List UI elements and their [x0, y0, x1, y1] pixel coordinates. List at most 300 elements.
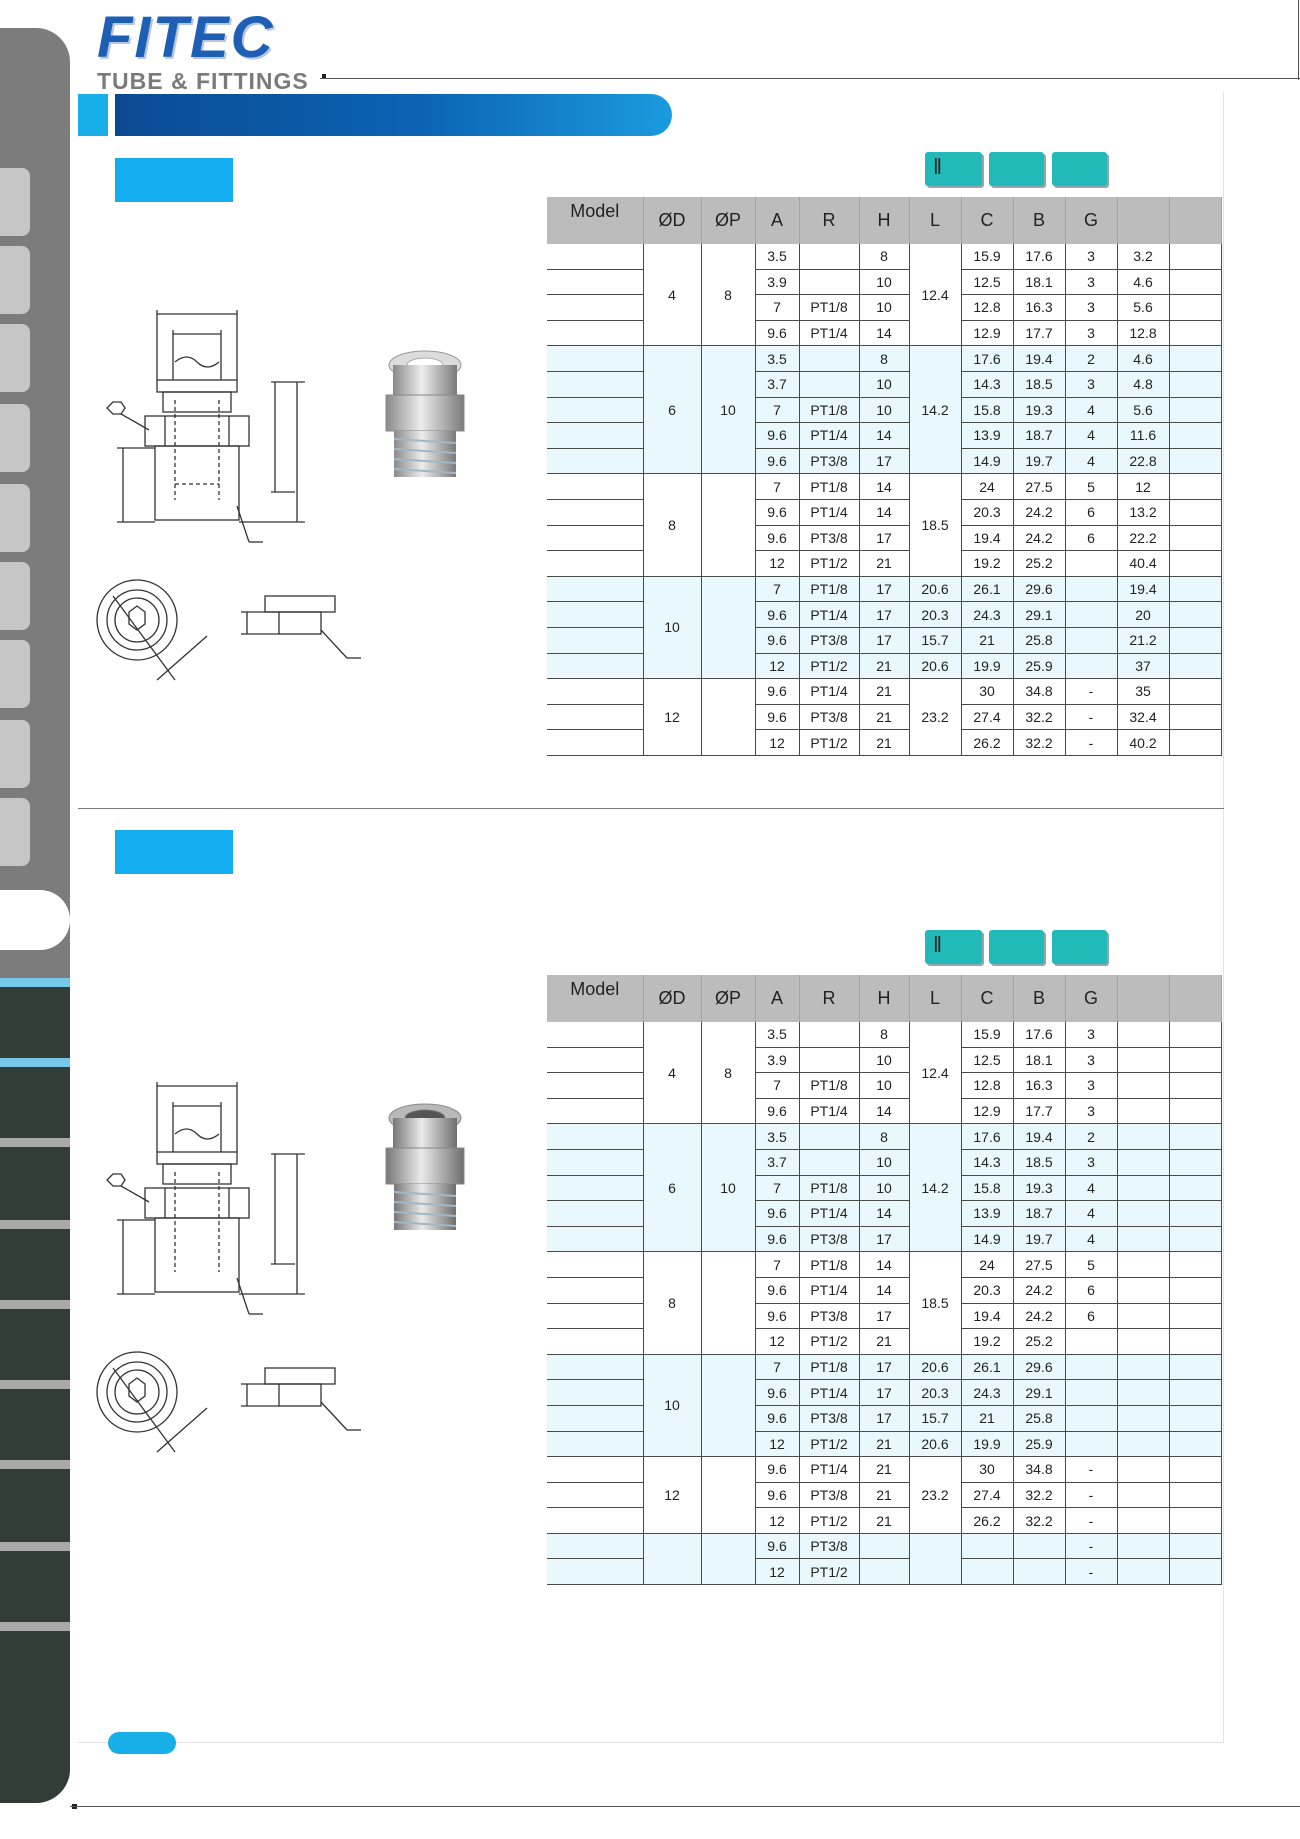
table-cell — [1117, 1508, 1169, 1534]
table-cell: 9.6 — [755, 1380, 799, 1406]
section-1-label — [115, 158, 233, 202]
table-cell: 19.4 — [961, 525, 1013, 551]
table-cell: 21 — [961, 1405, 1013, 1431]
table-cell: 3 — [1065, 371, 1117, 397]
table-cell: 17.6 — [1013, 244, 1065, 269]
table-cell: 14 — [859, 1277, 909, 1303]
table-cell: PT1/4 — [799, 423, 859, 449]
table-cell: 24.2 — [1013, 1303, 1065, 1329]
sidebar-tab-5[interactable] — [0, 484, 30, 552]
empty-cell — [1169, 1226, 1221, 1252]
table-cell: 3.7 — [755, 1149, 799, 1175]
table-cell: 9.6 — [755, 1457, 799, 1483]
table-cell: 22.8 — [1117, 448, 1169, 474]
badge-mark: ‖ — [933, 932, 943, 957]
table-cell: - — [1065, 1533, 1117, 1559]
table-cell: 10 — [859, 397, 909, 423]
table-cell: 14.3 — [961, 371, 1013, 397]
model-cell — [547, 397, 643, 423]
diameter-d-cell: 6 — [643, 1124, 701, 1252]
table-cell: 19.3 — [1013, 397, 1065, 423]
table-cell: 21 — [859, 679, 909, 705]
diameter-p-cell: 10 — [701, 346, 755, 474]
column-header: ØD — [643, 197, 701, 244]
table-cell: 14.9 — [961, 1226, 1013, 1252]
table-cell: - — [1065, 704, 1117, 730]
table-cell: PT1/8 — [799, 295, 859, 321]
table-cell: 9.6 — [755, 1098, 799, 1124]
model-cell — [547, 423, 643, 449]
table-cell: 18.1 — [1013, 269, 1065, 295]
table-cell: 13.2 — [1117, 499, 1169, 525]
table-cell: PT1/2 — [799, 1431, 859, 1457]
table-cell: 27.4 — [961, 704, 1013, 730]
table-cell: 7 — [755, 1175, 799, 1201]
table-cell — [799, 346, 859, 372]
empty-cell — [1169, 1073, 1221, 1099]
model-cell — [547, 551, 643, 577]
empty-cell — [1169, 1277, 1221, 1303]
sidebar-tab-1[interactable] — [0, 168, 30, 236]
column-header: ØP — [701, 975, 755, 1022]
table-cell — [1117, 1533, 1169, 1559]
table-cell: PT3/8 — [799, 1405, 859, 1431]
table-cell: PT1/2 — [799, 730, 859, 756]
section-2-label — [115, 830, 233, 874]
fitting-drawing-2 — [95, 1072, 375, 1472]
empty-cell — [1169, 730, 1221, 756]
table-cell — [1117, 1431, 1169, 1457]
brand-logo — [97, 5, 309, 95]
table-cell: 8 — [859, 346, 909, 372]
sidebar-stripe — [0, 1138, 70, 1147]
table-cell: 9.6 — [755, 1226, 799, 1252]
table-cell: 16.3 — [1013, 1073, 1065, 1099]
table-cell: 14 — [859, 499, 909, 525]
table-cell: 12.5 — [961, 269, 1013, 295]
table-cell: 25.8 — [1013, 627, 1065, 653]
table-cell: PT1/2 — [799, 1508, 859, 1534]
frame-line — [1298, 0, 1299, 80]
table-cell: - — [1065, 730, 1117, 756]
table-cell: PT1/8 — [799, 1073, 859, 1099]
table-cell: 9.6 — [755, 679, 799, 705]
l-cell: 18.5 — [909, 1252, 961, 1354]
sidebar-stripe — [0, 978, 70, 987]
table-cell — [1117, 1303, 1169, 1329]
table-cell: 6 — [1065, 525, 1117, 551]
table-row — [547, 244, 1221, 269]
table-cell: 10 — [859, 371, 909, 397]
table-cell: 17 — [859, 448, 909, 474]
table-cell: 26.1 — [961, 1354, 1013, 1380]
table-cell: 7 — [755, 295, 799, 321]
table-cell: 4 — [1065, 423, 1117, 449]
table-cell: 9.6 — [755, 499, 799, 525]
model-cell — [547, 320, 643, 346]
empty-cell — [1169, 679, 1221, 705]
model-cell — [547, 1124, 643, 1150]
table-cell — [1065, 1354, 1117, 1380]
l-cell — [909, 1533, 961, 1584]
table-row — [547, 1354, 1221, 1380]
empty-cell — [1169, 1380, 1221, 1406]
table-cell: 29.6 — [1013, 1354, 1065, 1380]
table-cell: 3.9 — [755, 1047, 799, 1073]
table-cell: 17 — [859, 1354, 909, 1380]
table-cell — [1117, 1277, 1169, 1303]
l-cell: 20.3 — [909, 602, 961, 628]
table-row — [547, 1252, 1221, 1278]
table-cell: 24.2 — [1013, 525, 1065, 551]
sidebar-tab-7[interactable] — [0, 640, 30, 708]
table-cell: 17.7 — [1013, 1098, 1065, 1124]
diameter-d-cell — [643, 1533, 701, 1584]
table-cell: 7 — [755, 474, 799, 500]
table-cell — [961, 1559, 1013, 1585]
diameter-p-cell: 10 — [701, 1124, 755, 1252]
table-cell: 3.2 — [1117, 244, 1169, 269]
table-cell: 3.5 — [755, 244, 799, 269]
empty-cell — [1169, 244, 1221, 269]
model-cell — [547, 704, 643, 730]
empty-cell — [1169, 704, 1221, 730]
table-cell: 16.3 — [1013, 295, 1065, 321]
table-cell: 29.1 — [1013, 602, 1065, 628]
table-cell: PT3/8 — [799, 448, 859, 474]
table-cell — [1117, 1252, 1169, 1278]
column-header: L — [909, 975, 961, 1022]
table-cell — [1065, 653, 1117, 679]
table-cell: 4 — [1065, 448, 1117, 474]
empty-cell — [1169, 653, 1221, 679]
table-cell: 8 — [859, 244, 909, 269]
model-cell — [547, 1149, 643, 1175]
sidebar-tab-active[interactable] — [0, 890, 70, 950]
badge-1a — [925, 152, 982, 186]
table-cell: 21 — [859, 1431, 909, 1457]
table-cell: 11.6 — [1117, 423, 1169, 449]
table-cell: PT1/4 — [799, 1201, 859, 1227]
table-cell — [961, 1533, 1013, 1559]
table-cell: 3 — [1065, 295, 1117, 321]
table-cell: 26.2 — [961, 730, 1013, 756]
table-cell: 19.3 — [1013, 1175, 1065, 1201]
empty-cell — [1169, 1022, 1221, 1047]
table-cell: 10 — [859, 1175, 909, 1201]
table-cell — [1117, 1380, 1169, 1406]
empty-cell — [1169, 525, 1221, 551]
sidebar-tab-3[interactable] — [0, 324, 30, 392]
l-cell: 20.6 — [909, 576, 961, 602]
model-cell — [547, 653, 643, 679]
table-cell: 14 — [859, 1252, 909, 1278]
table-cell: - — [1065, 1508, 1117, 1534]
sidebar-tab-6[interactable] — [0, 562, 30, 630]
table-cell: 21 — [859, 1329, 909, 1355]
table-cell: 14 — [859, 423, 909, 449]
table-cell: 19.4 — [1117, 576, 1169, 602]
table-cell: 12 — [755, 653, 799, 679]
column-header: A — [755, 197, 799, 244]
table-cell: 10 — [859, 1149, 909, 1175]
table-cell: PT1/4 — [799, 320, 859, 346]
table-cell — [1065, 1431, 1117, 1457]
table-cell: PT1/2 — [799, 1559, 859, 1585]
table-cell — [1117, 1354, 1169, 1380]
empty-cell — [1169, 551, 1221, 577]
empty-cell — [1169, 295, 1221, 321]
column-header-model: Model — [547, 975, 643, 1022]
table-cell: - — [1065, 1559, 1117, 1585]
l-cell: 12.4 — [909, 244, 961, 346]
table-cell — [1117, 1175, 1169, 1201]
table-cell — [799, 269, 859, 295]
table-cell: 21 — [859, 730, 909, 756]
diameter-d-cell: 8 — [643, 474, 701, 576]
model-cell — [547, 269, 643, 295]
table-cell: 14.3 — [961, 1149, 1013, 1175]
diameter-d-cell: 10 — [643, 576, 701, 678]
table-cell: 34.8 — [1013, 679, 1065, 705]
column-header: G — [1065, 197, 1117, 244]
model-cell — [547, 1508, 643, 1534]
table-cell — [799, 1149, 859, 1175]
diameter-p-cell — [701, 1354, 755, 1456]
l-cell: 18.5 — [909, 474, 961, 576]
table-cell: PT3/8 — [799, 1226, 859, 1252]
diameter-p-cell — [701, 474, 755, 576]
table-cell: 3 — [1065, 1047, 1117, 1073]
table-cell: 26.1 — [961, 576, 1013, 602]
table-cell: - — [1065, 679, 1117, 705]
table-cell: 19.4 — [961, 1303, 1013, 1329]
table-cell: 21 — [859, 704, 909, 730]
sidebar-stripe — [0, 1380, 70, 1389]
table-cell: 3.9 — [755, 269, 799, 295]
table-cell: 19.2 — [961, 551, 1013, 577]
header-rule — [320, 78, 1300, 79]
table-cell: 20.3 — [961, 499, 1013, 525]
table-cell — [1065, 602, 1117, 628]
column-header: ØD — [643, 975, 701, 1022]
fitting-photo-2 — [380, 1098, 490, 1248]
sidebar-tab-2[interactable] — [0, 246, 30, 314]
model-cell — [547, 1022, 643, 1047]
l-cell: 23.2 — [909, 679, 961, 756]
table-cell: 29.1 — [1013, 1380, 1065, 1406]
footer-rule — [70, 1806, 1300, 1807]
table-cell: - — [1065, 1482, 1117, 1508]
table-cell — [1117, 1047, 1169, 1073]
diameter-p-cell — [701, 679, 755, 756]
empty-cell — [1169, 1175, 1221, 1201]
sidebar-stripe — [0, 1058, 70, 1067]
table-cell: 21 — [859, 1482, 909, 1508]
table-cell: 4.6 — [1117, 269, 1169, 295]
table-cell: 12.5 — [961, 1047, 1013, 1073]
table-cell: 12 — [755, 1329, 799, 1355]
table-cell: 3.5 — [755, 1124, 799, 1150]
table-cell: 3.5 — [755, 1022, 799, 1047]
sidebar-tab-8[interactable] — [0, 720, 30, 788]
column-header: ØP — [701, 197, 755, 244]
table-cell: 9.6 — [755, 1482, 799, 1508]
table-cell: 17.6 — [961, 346, 1013, 372]
table-header-row — [547, 197, 1221, 244]
l-cell: 23.2 — [909, 1457, 961, 1534]
column-header: C — [961, 197, 1013, 244]
empty-cell — [1169, 602, 1221, 628]
table-cell: 9.6 — [755, 320, 799, 346]
table-cell: 14 — [859, 1098, 909, 1124]
empty-cell — [1169, 1329, 1221, 1355]
table-cell: 14.9 — [961, 448, 1013, 474]
model-cell — [547, 525, 643, 551]
table-cell — [1117, 1329, 1169, 1355]
table-cell: PT1/2 — [799, 1329, 859, 1355]
table-cell — [799, 371, 859, 397]
table-cell: 7 — [755, 397, 799, 423]
table-cell: 15.8 — [961, 1175, 1013, 1201]
table-cell: 9.6 — [755, 448, 799, 474]
table-cell: 26.2 — [961, 1508, 1013, 1534]
badge-2b — [989, 930, 1044, 964]
table-cell: 32.2 — [1013, 1508, 1065, 1534]
sidebar-stripe — [0, 1460, 70, 1469]
table-cell — [859, 1559, 909, 1585]
table-cell: 25.9 — [1013, 1431, 1065, 1457]
model-cell — [547, 1457, 643, 1483]
diameter-p-cell — [701, 576, 755, 678]
table-cell: 9.6 — [755, 1303, 799, 1329]
table-cell: 21 — [859, 653, 909, 679]
table-cell: 25.2 — [1013, 551, 1065, 577]
section-divider — [78, 808, 1224, 809]
l-cell: 20.6 — [909, 653, 961, 679]
table-cell: PT1/4 — [799, 499, 859, 525]
empty-cell — [1169, 1482, 1221, 1508]
table-cell: 19.7 — [1013, 448, 1065, 474]
column-header: L — [909, 197, 961, 244]
table-cell: PT1/8 — [799, 1252, 859, 1278]
empty-cell — [1169, 1508, 1221, 1534]
table-header-row — [547, 975, 1221, 1022]
table-cell: 27.4 — [961, 1482, 1013, 1508]
model-cell — [547, 244, 643, 269]
table-cell — [799, 1124, 859, 1150]
page-number-pill — [108, 1732, 176, 1754]
sidebar-tab-9[interactable] — [0, 798, 30, 866]
model-cell — [547, 1226, 643, 1252]
table-cell: 18.7 — [1013, 423, 1065, 449]
table-cell: 19.4 — [1013, 1124, 1065, 1150]
model-cell — [547, 1252, 643, 1278]
table-row — [547, 1533, 1221, 1559]
table-cell — [1013, 1559, 1065, 1585]
table-cell — [799, 1047, 859, 1073]
diameter-d-cell: 6 — [643, 346, 701, 474]
badge-1b — [989, 152, 1044, 186]
table-cell: 12 — [1117, 474, 1169, 500]
sidebar-stripe — [0, 1300, 70, 1309]
table-cell: 15.8 — [961, 397, 1013, 423]
table-cell — [1065, 1329, 1117, 1355]
table-cell: PT1/8 — [799, 1175, 859, 1201]
table-cell: 13.9 — [961, 1201, 1013, 1227]
table-cell: 7 — [755, 1354, 799, 1380]
model-cell — [547, 1431, 643, 1457]
table-cell: PT3/8 — [799, 627, 859, 653]
table-cell — [1117, 1201, 1169, 1227]
table-cell: 12.8 — [1117, 320, 1169, 346]
table-cell: 12.8 — [961, 1073, 1013, 1099]
l-cell: 20.3 — [909, 1380, 961, 1406]
empty-cell — [1169, 1559, 1221, 1585]
table-cell: 17 — [859, 1405, 909, 1431]
table-cell — [1117, 1226, 1169, 1252]
table-cell: 7 — [755, 1073, 799, 1099]
table-cell: 19.9 — [961, 1431, 1013, 1457]
empty-cell — [1169, 320, 1221, 346]
table-cell: PT1/8 — [799, 397, 859, 423]
table-cell: 17.7 — [1013, 320, 1065, 346]
l-cell: 14.2 — [909, 1124, 961, 1252]
table-cell: 35 — [1117, 679, 1169, 705]
table-cell — [1065, 576, 1117, 602]
table-cell — [1065, 627, 1117, 653]
model-cell — [547, 1201, 643, 1227]
empty-cell — [1169, 474, 1221, 500]
table-cell — [1013, 1533, 1065, 1559]
table-cell: 30 — [961, 679, 1013, 705]
table-cell — [1065, 1380, 1117, 1406]
empty-cell — [1169, 1252, 1221, 1278]
table-cell: 17 — [859, 602, 909, 628]
l-cell: 20.6 — [909, 1431, 961, 1457]
table-cell: 5.6 — [1117, 397, 1169, 423]
table-cell — [1065, 1405, 1117, 1431]
empty-cell — [1169, 1533, 1221, 1559]
table-cell: 4 — [1065, 397, 1117, 423]
table-cell: PT1/8 — [799, 576, 859, 602]
table-cell: 4 — [1065, 1201, 1117, 1227]
empty-cell — [1169, 576, 1221, 602]
table-cell: 14 — [859, 474, 909, 500]
table-cell: 5.6 — [1117, 295, 1169, 321]
table-cell — [1117, 1457, 1169, 1483]
table-cell: 17 — [859, 1380, 909, 1406]
l-cell: 15.7 — [909, 1405, 961, 1431]
diameter-d-cell: 4 — [643, 1022, 701, 1124]
diameter-p-cell — [701, 1533, 755, 1584]
badge-2c — [1052, 930, 1107, 964]
model-cell — [547, 1277, 643, 1303]
table-cell: 9.6 — [755, 525, 799, 551]
sidebar-tab-4[interactable] — [0, 404, 30, 472]
table-cell: 6 — [1065, 499, 1117, 525]
table-cell: 24 — [961, 1252, 1013, 1278]
table-cell: 8 — [859, 1124, 909, 1150]
table-cell: 40.2 — [1117, 730, 1169, 756]
table-cell: 24.3 — [961, 1380, 1013, 1406]
table-cell: 5 — [1065, 474, 1117, 500]
table-cell: 9.6 — [755, 704, 799, 730]
table-cell: 21 — [859, 1508, 909, 1534]
model-cell — [547, 1047, 643, 1073]
table-cell: 12.8 — [961, 295, 1013, 321]
table-cell: 10 — [859, 295, 909, 321]
